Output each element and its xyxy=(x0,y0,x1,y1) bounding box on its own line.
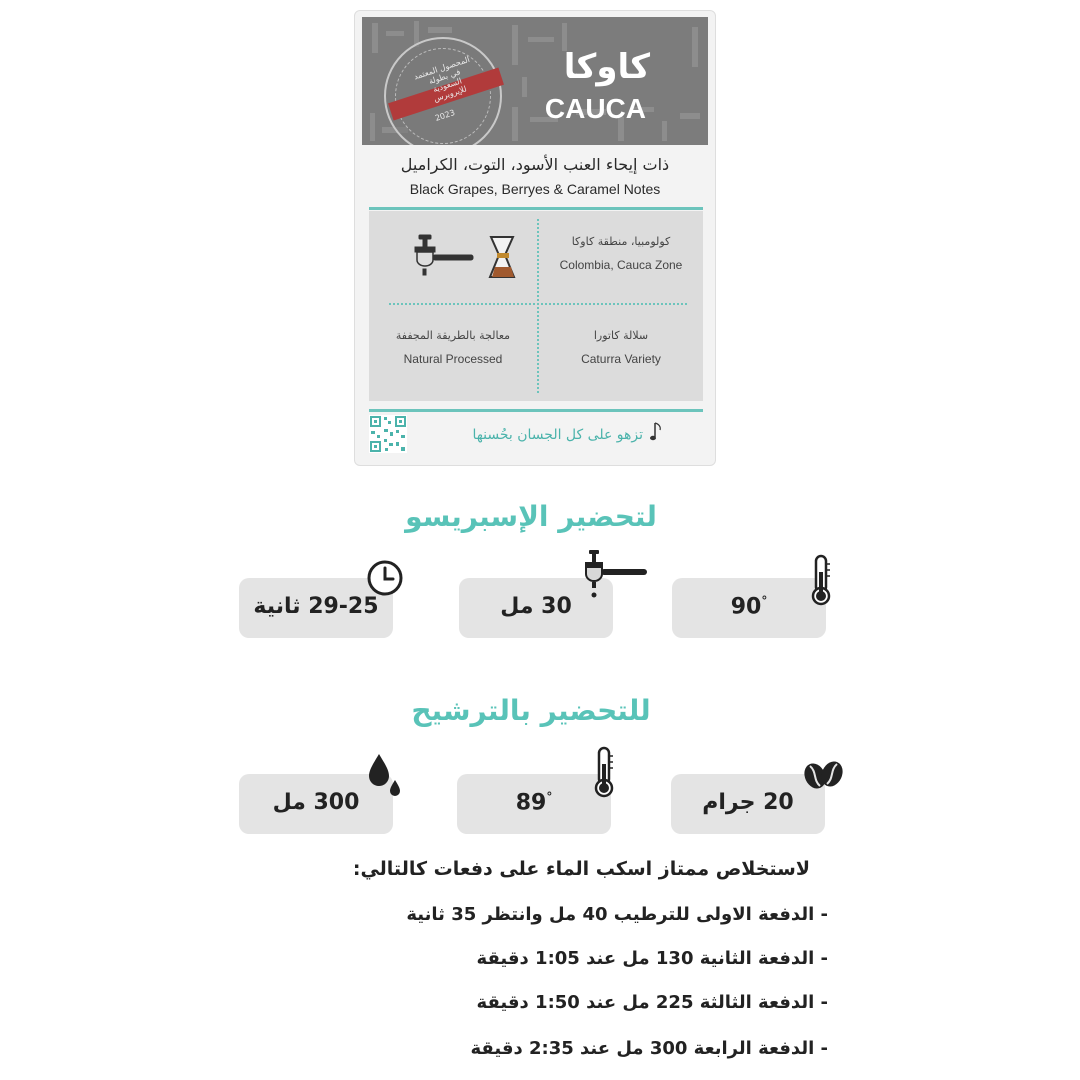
pour-step-4: - الدفعة الرابعة 300 مل عند 2:35 دقيقة xyxy=(470,1038,828,1059)
espresso-volume: 30 مل xyxy=(500,594,572,619)
variety-cell xyxy=(541,329,701,366)
qr-code xyxy=(369,415,407,453)
brand-name-english: CAUCA xyxy=(544,93,646,124)
process-cell xyxy=(373,329,533,366)
process-arabic: معالجة بالطريقة المجففة xyxy=(395,329,511,342)
tasting-notes-arabic: ذات إيحاء العنب الأسود، التوت، الكراميل xyxy=(400,155,670,174)
brand-name-arabic: كاوكا xyxy=(563,47,650,87)
portafilter-icon xyxy=(415,235,473,275)
espresso-volume-pill xyxy=(459,578,613,638)
espresso-section-title: لتحضير الإسبريسو xyxy=(405,500,657,533)
music-note-icon xyxy=(649,421,667,443)
grid-divider-vertical xyxy=(537,219,539,393)
origin-english: Colombia, Cauca Zone xyxy=(559,258,683,272)
thermometer-icon xyxy=(591,746,617,800)
origin-arabic: كولومبيا، منطقة كاوكا xyxy=(571,235,671,248)
pour-step-1: - الدفعة الاولى للترطيب 40 مل وانتظر 35 ثانية xyxy=(406,904,828,925)
filter-temperature-pill xyxy=(457,774,611,834)
brew-methods-icons xyxy=(399,231,519,287)
product-banner xyxy=(362,17,708,145)
degree-symbol: ° xyxy=(546,790,553,804)
filter-section-title: للتحضير بالترشيح xyxy=(411,694,651,727)
card-footer xyxy=(369,415,703,455)
variety-english: Caturra Variety xyxy=(581,352,661,366)
filter-temperature xyxy=(457,790,611,815)
divider-top xyxy=(369,207,703,210)
espresso-temperature-value: 90 xyxy=(730,594,762,620)
pour-instructions-intro: لاستخلاص ممتاز اسكب الماء على دفعات كالتالي: xyxy=(352,858,810,880)
divider-bottom xyxy=(369,409,703,412)
coffee-beans-icon xyxy=(801,758,845,794)
clock-icon xyxy=(365,558,405,598)
pour-step-3: - الدفعة الثالثة 225 مل عند 1:50 دقيقة xyxy=(476,992,828,1013)
degree-symbol: ° xyxy=(761,594,768,608)
slogan: تزهو على كل الجسان بحُسنها xyxy=(472,427,643,443)
product-card xyxy=(354,10,716,466)
espresso-time-pill xyxy=(239,578,393,638)
filter-coffee: 20 جرام xyxy=(702,790,794,815)
water-drops-icon xyxy=(363,752,403,802)
filter-coffee-pill xyxy=(671,774,825,834)
filter-water-pill xyxy=(239,774,393,834)
espresso-temperature-pill xyxy=(672,578,826,638)
tasting-notes-english: Black Grapes, Berryes & Caramel Notes xyxy=(409,181,661,197)
thermometer-icon xyxy=(808,554,834,608)
origin-cell xyxy=(541,235,701,272)
filter-temperature-value: 89 xyxy=(515,790,547,816)
seal-year: 2023 xyxy=(433,108,457,123)
espresso-time: 29-25 ثانية xyxy=(253,594,379,619)
pour-step-2: - الدفعة الثانية 130 مل عند 1:05 دقيقة xyxy=(476,948,828,969)
filter-water: 300 مل xyxy=(272,790,360,815)
championship-seal xyxy=(384,37,502,145)
variety-arabic: سلالة كاتورا xyxy=(593,329,649,342)
process-english: Natural Processed xyxy=(403,352,503,366)
portafilter-icon xyxy=(581,548,651,610)
espresso-temperature xyxy=(672,594,826,619)
seal-text: المحصول المعتمد في بطولة السعودية للإيروبرس xyxy=(412,54,471,104)
chemex-icon xyxy=(490,237,514,277)
coffee-info-grid xyxy=(369,211,703,401)
grid-divider-horizontal xyxy=(389,303,687,305)
